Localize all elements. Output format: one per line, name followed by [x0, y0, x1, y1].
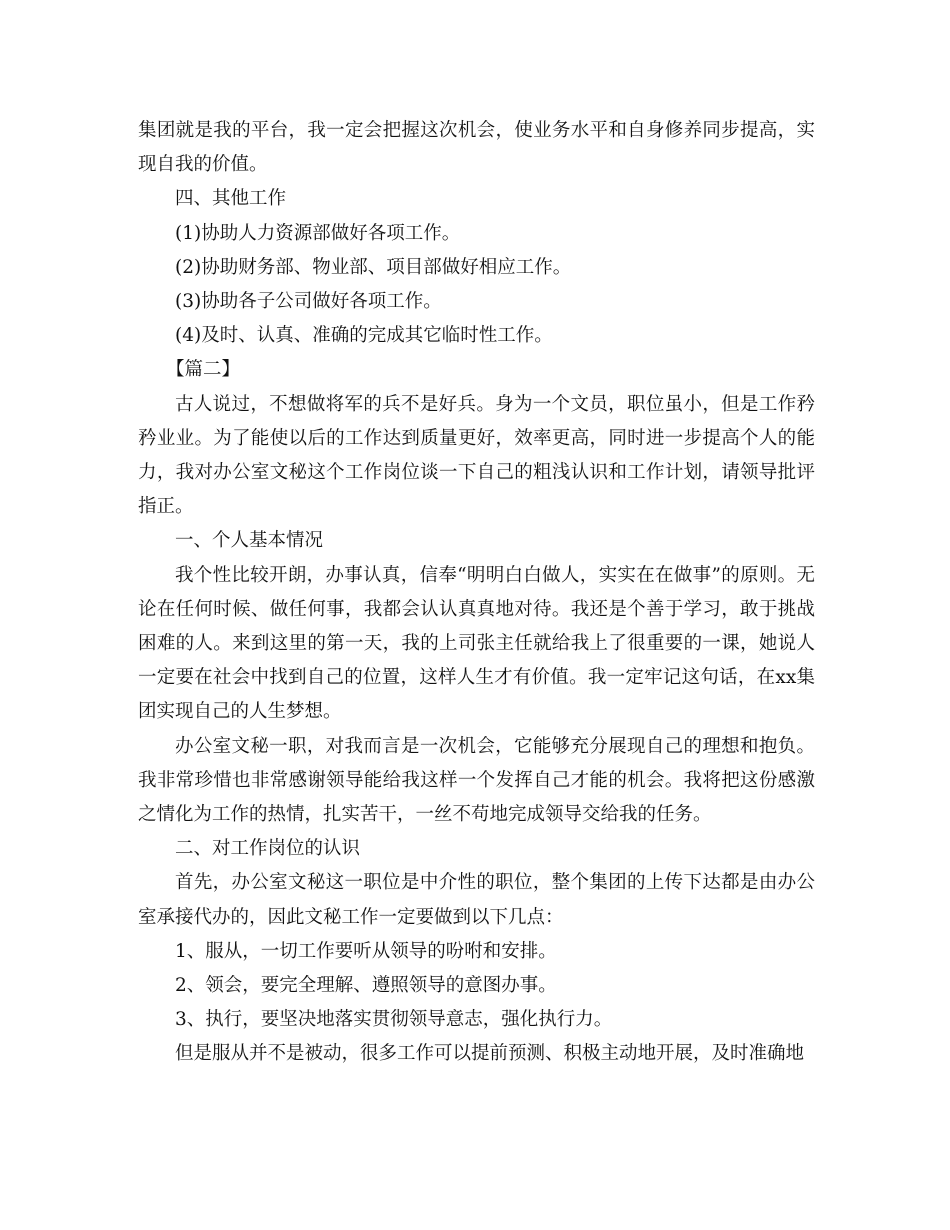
document-body — [138, 114, 815, 1072]
list-item: (3)协助各子公司做好各项工作。 — [175, 291, 442, 313]
section-heading-personal-info: 一、个人基本情况 — [175, 530, 324, 552]
paragraph: 但是服从并不是被动，很多工作可以提前预测、积极主动地开展，及时准确地 — [175, 1043, 805, 1065]
paragraph: 首先，办公室文秘这一职位是中介性的职位，整个集团的上传下达都是由办公室承接代办的，因此文秘工作一定要做到以下几点： — [138, 872, 815, 928]
list-item: 1、服从，一切工作要听从领导的吩咐和安排。 — [175, 940, 557, 962]
paragraph-continuation: 集团就是我的平台，我一定会把握这次机会，使业务水平和自身修养同步提高，实现自我的价值。 — [138, 120, 815, 176]
section-heading-other-work: 四、其他工作 — [175, 188, 287, 210]
paragraph: 古人说过，不想做将军的兵不是好兵。身为一个文员，职位虽小，但是工作矜矜业业。为了能使以后的工作达到质量更好，效率更高，同时进一步提高个人的能力，我对办公室文秘这个工作岗位谈一下自己的粗浅认识和工作计划，请领导批评指正。 — [138, 393, 815, 518]
list-item: 3、执行，要坚决地落实贯彻领导意志，强化执行力。 — [175, 1009, 613, 1031]
section-heading-job-understanding: 二、对工作岗位的认识 — [175, 838, 361, 860]
list-item: 2、领会，要完全理解、遵照领导的意图办事。 — [175, 975, 557, 997]
paragraph: 我个性比较开朗，办事认真，信奉“明明白白做人，实实在在做事”的原则。无论在任何时候、做任何事，我都会认认真真地对待。我还是个善于学习，敢于挑战困难的人。来到这里的第一天，我的上司张主任就给我上了很重要的一课，她说人一定要在社会中找到自己的位置，这样人生才有价值。我一定牢记这句话，在xx集团实现自己的人生梦想。 — [138, 564, 815, 723]
list-item: (4)及时、认真、准确的完成其它临时性工作。 — [175, 325, 553, 347]
part-heading: 【篇二】 — [166, 359, 241, 381]
list-item: (1)协助人力资源部做好各项工作。 — [175, 222, 461, 244]
list-item: (2)协助财务部、物业部、项目部做好相应工作。 — [175, 256, 572, 278]
paragraph: 办公室文秘一职，对我而言是一次机会，它能够充分展现自己的理想和抱负。我非常珍惜也非常感谢领导能给我这样一个发挥自己才能的机会。我将把这份感激之情化为工作的热情，扎实苦干，一丝不苟地完成领导交给我的任务。 — [138, 735, 815, 826]
